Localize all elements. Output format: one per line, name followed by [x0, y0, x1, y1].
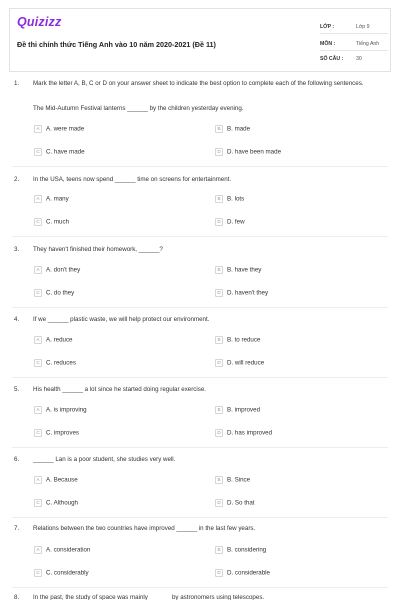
option-label: D. considerable	[227, 569, 270, 577]
option-label: A. were made	[46, 125, 85, 133]
option-letter-box: D	[215, 218, 223, 226]
question-divider	[12, 447, 388, 448]
option-label: C. reduces	[46, 359, 76, 367]
option-a[interactable]	[34, 476, 78, 484]
worksheet-header	[9, 8, 391, 72]
option-c[interactable]	[34, 218, 69, 226]
option-label: A. is improving	[46, 406, 87, 414]
option-letter-box: A	[34, 336, 42, 344]
option-label: C. Although	[46, 499, 78, 507]
option-label: B. lots	[227, 195, 245, 203]
meta-key: LỚP :	[320, 24, 335, 30]
option-letter-box: B	[215, 195, 223, 203]
option-label: B. Since	[227, 476, 251, 484]
option-label: D. So that	[227, 499, 255, 507]
question-divider	[12, 377, 388, 378]
option-a[interactable]	[34, 266, 80, 274]
option-a[interactable]	[34, 406, 87, 414]
option-letter-box: A	[34, 266, 42, 274]
option-letter-box: B	[215, 406, 223, 414]
option-c[interactable]	[34, 429, 79, 437]
question-text: In the past, the study of space was mainly ______ by astronomers using telescopes.	[33, 594, 265, 600]
option-d[interactable]	[215, 429, 272, 437]
option-label: A. don't they	[46, 266, 81, 274]
question-text: Relations between the two countries have improved ______ in the last few years.	[33, 525, 256, 532]
option-d[interactable]	[215, 359, 264, 367]
option-label: B. made	[227, 125, 251, 133]
option-letter-box: A	[34, 546, 42, 554]
option-a[interactable]	[34, 546, 90, 554]
option-letter-box: D	[215, 289, 223, 297]
option-d[interactable]	[215, 569, 270, 577]
option-letter-box: C	[34, 148, 42, 156]
meta-value: Lớp 9	[356, 24, 370, 30]
option-b[interactable]	[215, 266, 261, 274]
option-letter-box: C	[34, 429, 42, 437]
question-text: In the USA, teens now spend ______ time on screens for entertainment.	[33, 176, 232, 183]
question-number: 7.	[14, 525, 20, 532]
meta-key: MÔN :	[320, 41, 336, 47]
question-text: ______ Lan is a poor student, she studies very well.	[33, 456, 176, 463]
option-letter-box: B	[215, 266, 223, 274]
option-letter-box: A	[34, 125, 42, 133]
option-letter-box: B	[215, 125, 223, 133]
question-number: 5.	[14, 386, 20, 393]
option-letter-box: D	[215, 359, 223, 367]
option-label: B. have they	[227, 266, 262, 274]
option-letter-box: A	[34, 476, 42, 484]
quizizz-logo: Quizizz	[17, 15, 62, 29]
option-c[interactable]	[34, 499, 78, 507]
option-letter-box: C	[34, 569, 42, 577]
question-divider	[12, 307, 388, 308]
option-a[interactable]	[34, 125, 84, 133]
question-number: 6.	[14, 456, 20, 463]
option-label: C. improves	[46, 429, 80, 437]
option-letter-box: D	[215, 148, 223, 156]
option-b[interactable]	[215, 125, 250, 133]
option-letter-box: A	[34, 406, 42, 414]
option-d[interactable]	[215, 148, 281, 156]
meta-underline	[320, 33, 388, 34]
option-letter-box: B	[215, 546, 223, 554]
option-b[interactable]	[215, 546, 266, 554]
question-prompt: The Mid-Autumn Festival lanterns ______ by the children yesterday evening.	[33, 105, 244, 112]
option-a[interactable]	[34, 336, 72, 344]
option-b[interactable]	[215, 476, 250, 484]
option-label: D. have been made	[227, 148, 282, 156]
option-b[interactable]	[215, 195, 244, 203]
option-label: C. considerably	[46, 569, 89, 577]
meta-value: 30	[356, 56, 362, 62]
option-label: A. consideration	[46, 546, 91, 554]
option-letter-box: C	[34, 218, 42, 226]
option-b[interactable]	[215, 406, 260, 414]
question-number: 4.	[14, 316, 20, 323]
option-letter-box: C	[34, 289, 42, 297]
question-number: 8.	[14, 594, 20, 600]
question-number: 2.	[14, 176, 20, 183]
question-number: 1.	[14, 80, 20, 87]
option-label: D. has improved	[227, 429, 273, 437]
option-label: D. haven't they	[227, 289, 269, 297]
option-letter-box: B	[215, 336, 223, 344]
question-text: Mark the letter A, B, C or D on your answer sheet to indicate the best option to complete each of the following sentences.	[33, 80, 364, 87]
option-letter-box: D	[215, 499, 223, 507]
option-label: B. improved	[227, 406, 261, 414]
question-text: If we ______ plastic waste, we will help protect our environment.	[33, 316, 210, 323]
option-d[interactable]	[215, 289, 268, 297]
option-letter-box: A	[34, 195, 42, 203]
meta-underline	[320, 50, 388, 51]
option-c[interactable]	[34, 569, 89, 577]
option-label: C. do they	[46, 289, 75, 297]
option-label: B. considering	[227, 546, 267, 554]
option-letter-box: C	[34, 499, 42, 507]
option-a[interactable]	[34, 195, 69, 203]
option-label: D. will reduce	[227, 359, 265, 367]
option-label: D. few	[227, 218, 245, 226]
option-d[interactable]	[215, 218, 245, 226]
document-title: Đề thi chính thức Tiếng Anh vào 10 năm 2020-2021 (Đề 11)	[17, 40, 216, 49]
option-c[interactable]	[34, 148, 85, 156]
question-number: 3.	[14, 246, 20, 253]
option-b[interactable]	[215, 336, 260, 344]
option-letter-box: C	[34, 359, 42, 367]
meta-key: SỐ CÂU :	[320, 56, 344, 62]
question-divider	[12, 166, 388, 167]
option-label: B. to reduce	[227, 336, 261, 344]
option-label: A. Because	[46, 476, 78, 484]
question-divider	[12, 587, 388, 588]
meta-value: Tiếng Anh	[356, 41, 380, 47]
option-letter-box: D	[215, 569, 223, 577]
question-text: His health ______ a lot since he started doing regular exercise.	[33, 386, 207, 393]
option-label: A. many	[46, 195, 69, 203]
question-text: They haven't finished their homework, ______?	[33, 246, 163, 253]
option-c[interactable]	[34, 359, 76, 367]
option-c[interactable]	[34, 289, 74, 297]
option-label: C. have made	[46, 148, 85, 156]
option-label: C. much	[46, 218, 70, 226]
option-letter-box: B	[215, 476, 223, 484]
question-divider	[12, 236, 388, 237]
option-d[interactable]	[215, 499, 255, 507]
option-label: A. reduce	[46, 336, 73, 344]
option-letter-box: D	[215, 429, 223, 437]
question-divider	[12, 517, 388, 518]
